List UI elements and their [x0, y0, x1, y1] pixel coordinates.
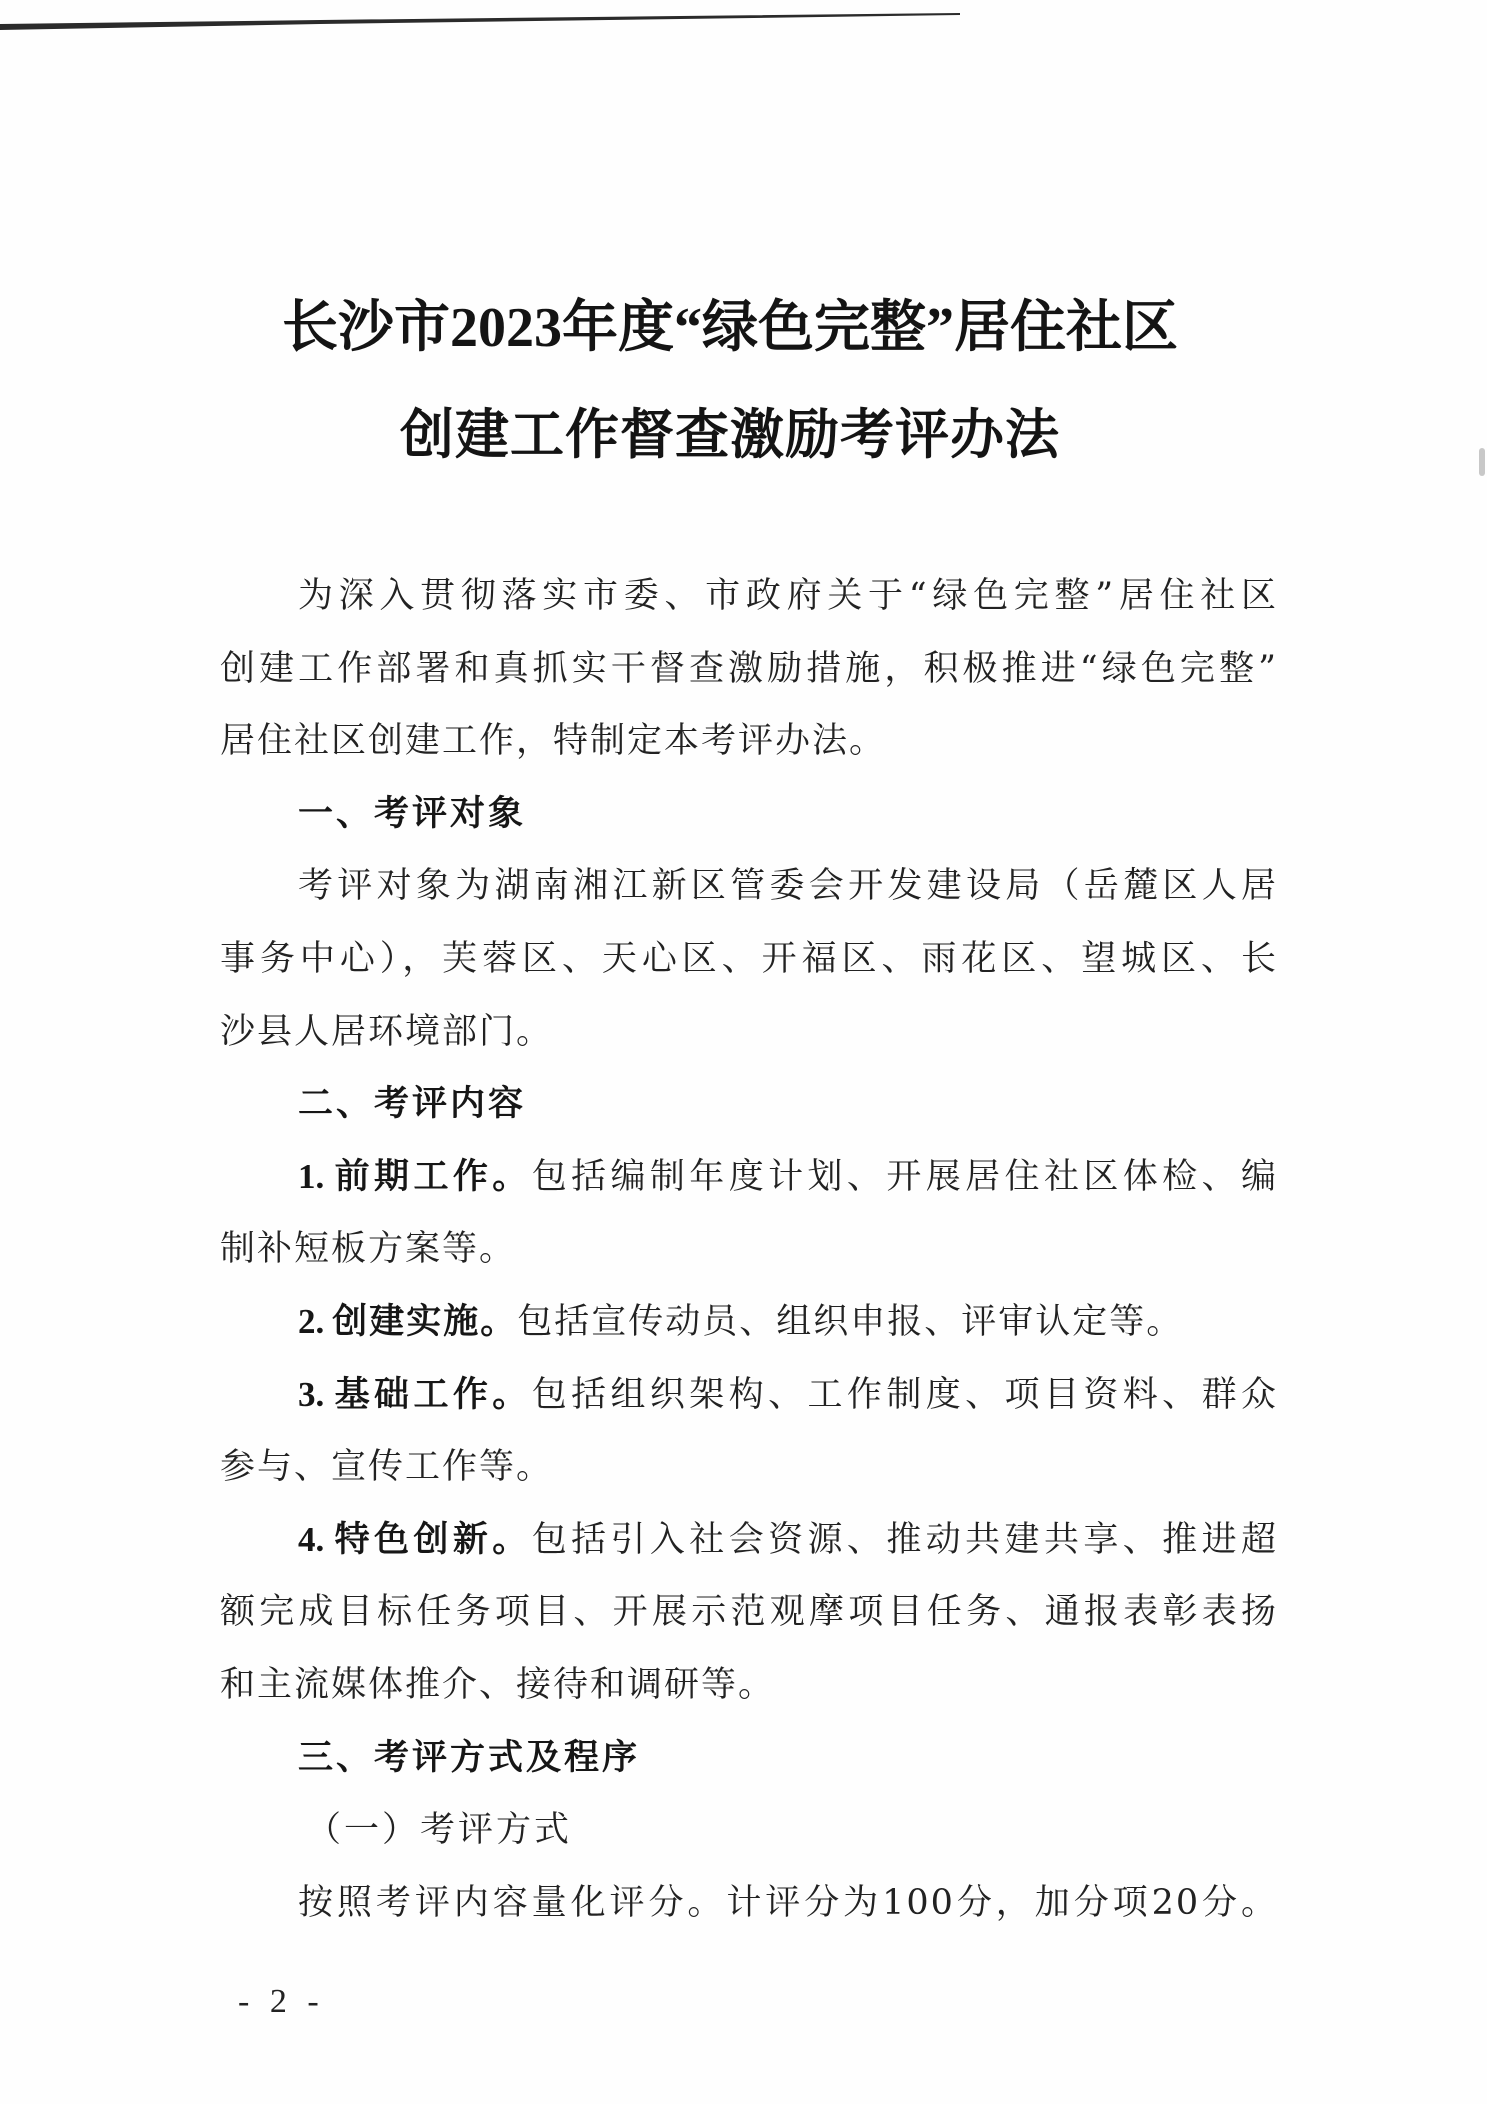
item-line: 和主流媒体推介、接待和调研等。 [220, 1664, 776, 1705]
item-title: 特色创新。 [332, 1518, 532, 1560]
content-item [220, 1359, 1278, 1504]
item-title: 创建实施。 [332, 1300, 518, 1342]
item-title: 基础工作。 [332, 1373, 532, 1415]
paragraph-line: 按照考评内容量化评分。计评分为100分，加分项20分。 [298, 1882, 1278, 1923]
item-number: 2. [298, 1301, 325, 1341]
item-number: 1. [298, 1156, 325, 1196]
item-number: 4. [298, 1519, 325, 1559]
item-line: 参与、宣传工作等。 [220, 1447, 554, 1488]
scan-edge-line [0, 0, 1487, 40]
item-text: 包括引入社会资源、推动共建共享、推进超 [531, 1519, 1278, 1560]
item-text: 包括编制年度计划、开展居住社区体检、编 [531, 1156, 1278, 1197]
section-paragraph [220, 850, 1278, 1068]
page-number: - 2 - [238, 1983, 325, 2020]
section-heading-method-and-procedure: 三、考评方式及程序 [298, 1737, 641, 1778]
item-line: 额完成目标任务项目、开展示范观摩项目任务、通报表彰表扬 [220, 1592, 1278, 1633]
item-text: 包括宣传动员、组织申报、评审认定等。 [517, 1301, 1184, 1342]
document-title-line-1: 长沙市2023年度“绿色完整”居住社区 [282, 297, 1178, 359]
intro-line: 为深入贯彻落实市委、市政府关于“绿色完整”居住社区 [298, 576, 1278, 616]
scan-speck [1479, 448, 1485, 476]
content-item [220, 1141, 1278, 1286]
item-first-line [220, 1286, 1278, 1359]
section-heading-evaluation-targets: 一、考评对象 [298, 793, 527, 834]
item-first-line [220, 1141, 1278, 1214]
content-item [220, 1286, 1278, 1359]
item-title: 前期工作。 [332, 1155, 532, 1197]
section-heading-evaluation-content: 二、考评内容 [298, 1084, 527, 1125]
document-title-line-2: 创建工作督查激励考评办法 [400, 405, 1060, 465]
item-first-line [220, 1504, 1278, 1577]
subsection-heading-method: （一）考评方式 [306, 1810, 573, 1851]
paragraph-line: 事务中心），芙蓉区、天心区、开福区、雨花区、望城区、长 [220, 938, 1278, 979]
document-body [220, 560, 1278, 1939]
item-text: 包括组织架构、工作制度、项目资料、群众 [531, 1374, 1278, 1415]
item-line: 制补短板方案等。 [220, 1229, 517, 1270]
paragraph-line: 沙县人居环境部门。 [220, 1011, 554, 1052]
item-first-line [220, 1359, 1278, 1432]
intro-line: 创建工作部署和真抓实干督查激励措施，积极推进“绿色完整” [220, 648, 1278, 689]
intro-paragraph [220, 560, 1278, 778]
content-item [220, 1504, 1278, 1722]
item-number: 3. [298, 1374, 325, 1414]
intro-line: 居住社区创建工作，特制定本考评办法。 [220, 721, 887, 762]
paragraph-line: 考评对象为湖南湘江新区管委会开发建设局（岳麓区人居 [298, 866, 1278, 907]
